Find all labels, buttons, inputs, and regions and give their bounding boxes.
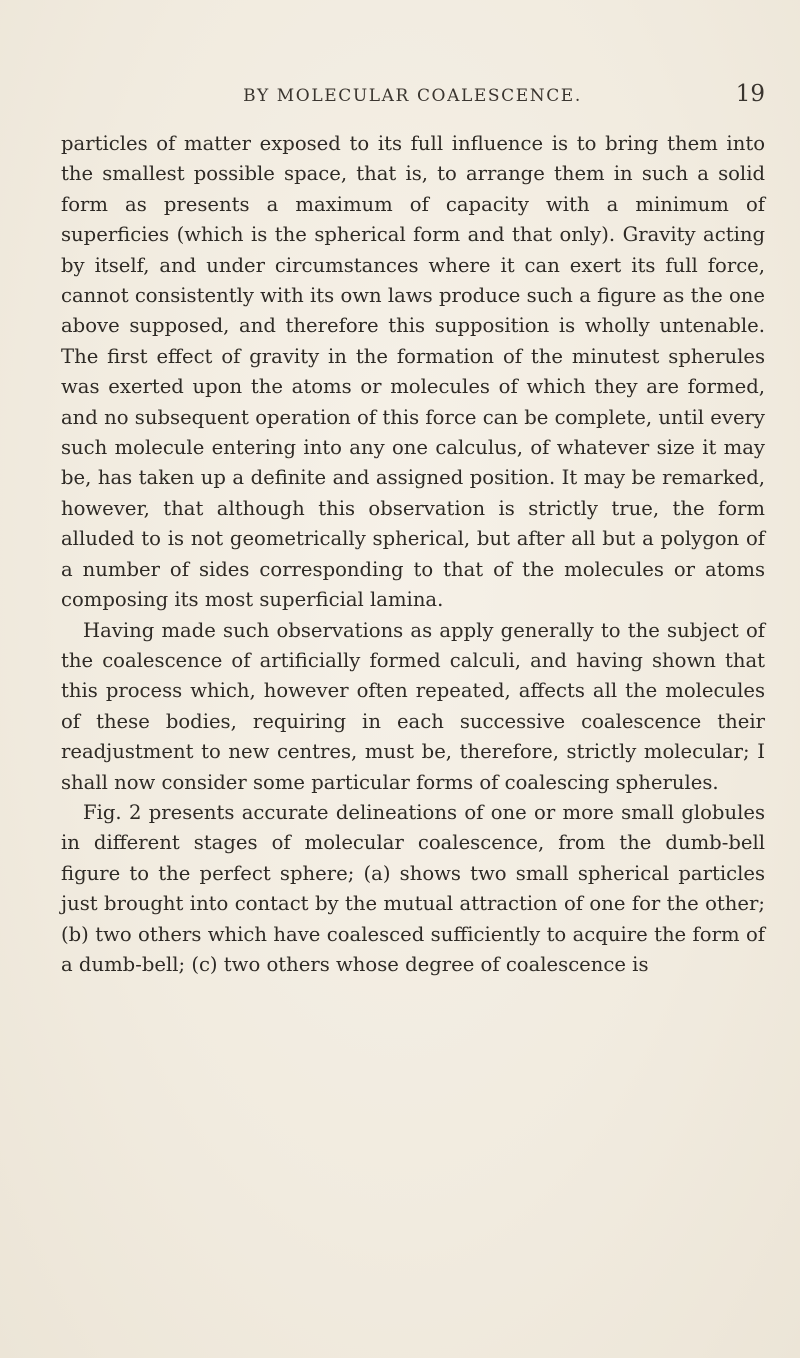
body-text — [61, 129, 765, 980]
page-number: 19 — [735, 81, 765, 107]
paragraph-2: Having made such observations as apply generally to the subject of the coalescence of artificially formed calculi, and having shown that this process which, however often repeated, affects all the molecules of these bodies, requiring in each successive coalescence their readjustment to new centres, must be, therefore, strictly molecular; I shall now consider some particular forms of coalescing spherules. — [61, 618, 765, 794]
paragraph-1: particles of matter exposed to its full influence is to bring them into the smallest possible space, that is, to arrange them in such a solid form as presents a maximum of capacity with a minimum of superficies (which is the spherical form and that only). Gravity acting by itself, and under circumstances where it can exert its full force, cannot consistently with its own laws produce such a figure as the one above supposed, and therefore this supposition is wholly untenable. The first effect of gravity in the formation of the minutest spherules was exerted upon the atoms or molecules of which they are formed, and no subsequent operation of this force can be complete, until every such molecule entering into any one calculus, of whatever size it may be, has taken up a definite and assigned position. It may be remarked, however, that although this observation is strictly true, the form alluded to is not geometrically spherical, but after all but a polygon of a number of sides corresponding to that of the molecules or atoms composing its most superficial lamina. — [61, 132, 765, 612]
paragraph-3: Fig. 2 presents accurate delineations of one or more small globules in different stages of molecular coalescence, from the dumb-bell figure to the perfect sphere; (a) shows two small spherical particles just brought into contact by the mutual attraction of one for the other; (b) two others which have coalesced sufficiently to acquire the form of a dumb-bell; (c) two others whose degree of coalescence is — [61, 800, 765, 976]
running-head — [60, 81, 765, 114]
running-title: BY MOLECULAR COALESCENCE. — [243, 86, 582, 106]
